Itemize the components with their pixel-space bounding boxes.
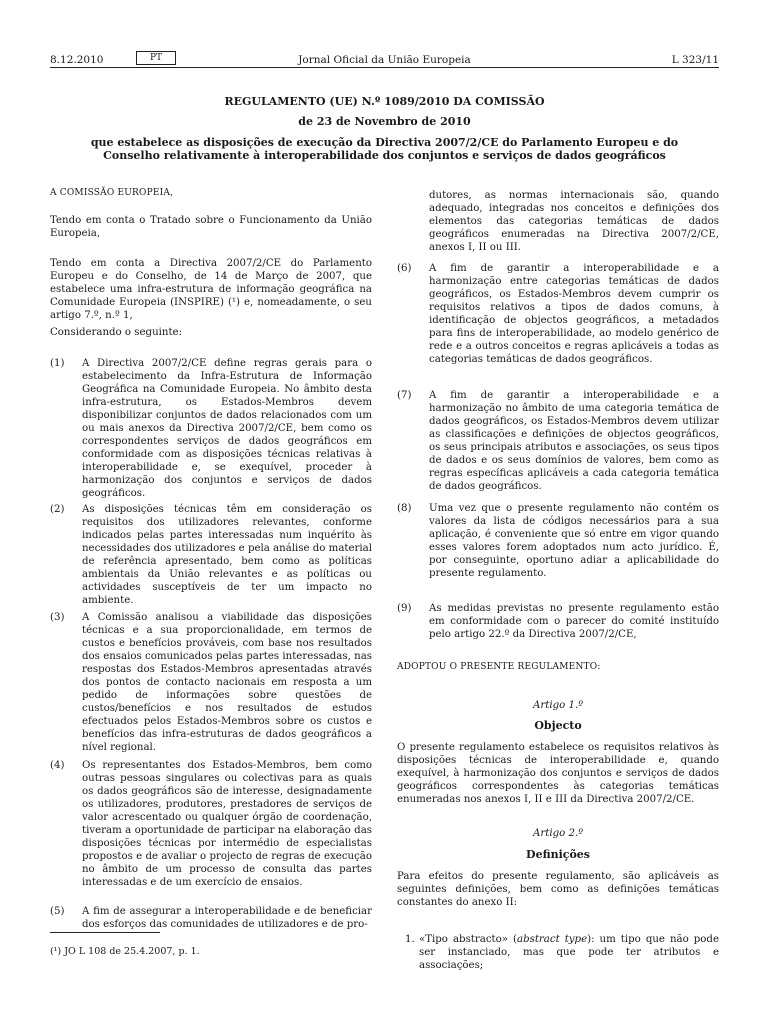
recital-7 — [397, 389, 719, 493]
recital-text: A Comissão analisou a viabilidade das disposições técnicas e a sua proporcionalidade, em termos de custos e benefícios prováveis, com base nos resultados dos ensaios comunicados pelas partes interessadas, nas respostas dos Estados-Membros apresentadas através dos pontos de contacto nacionais em resposta a um pedido de informações sobre questões de custos/benefícios e nos resultados de estudos efectuados pelos Estados-Membros sobre os custos e benefícios das infra-estruturas de dados geográficos a nível regional. — [82, 612, 372, 753]
recital-1 — [50, 357, 372, 500]
footnote-rule — [50, 932, 160, 933]
article-1-text: O presente regulamento estabelece os requisitos relativos às disposições técnicas de interoperabilidade e, quando exequível, à harmonização dos conjuntos e serviços de dados geográficos correspondentes às categorias temáticas enumeradas nos anexos I, II e III da Directiva 2007/2/CE. — [397, 742, 719, 805]
article-2-label: Artigo 2.º — [533, 828, 583, 839]
commission-heading: A COMISSÃO EUROPEIA, — [50, 188, 174, 198]
definition-body: ): um tipo que não pode ser instanciado, mas que pode ter atributos e associações; — [419, 934, 719, 971]
definition-text: «Tipo abstracto» (abstract type): um tipo que não pode ser instanciado, mas que pode ter atributos e associações; — [419, 934, 719, 971]
article-2-title: Definições — [526, 848, 590, 861]
recital-number: (9) — [397, 603, 412, 614]
definition-term: «Tipo abstracto» — [419, 934, 508, 945]
recital-5-continued: dutores, as normas internacionais são, quando adequado, integradas nos conceitos e definições dos elementos das categorias temáticas de dados geográficos enumeradas na Directiva 2007/2/CE, anexos I, II ou III. — [429, 190, 719, 253]
recital-text: A fim de garantir a interoperabilidade e a harmonização entre categorias temáticas de dados geográficos, os Estados-Membros devem cumprir os requisitos relativos a tipos de dados comuns, à identificação de objectos geográficos, a metadados para fins de interoperabilidade, ao modelo genérico de rede e a outros conceitos e regras aplicáveis a todas as categorias temáticas de dados geográficos. — [429, 263, 719, 365]
recital-number: (8) — [397, 503, 412, 514]
recital-6 — [397, 262, 719, 366]
regulation-subject-line2: Conselho relativamente à interoperabilidade dos conjuntos e serviços de dados geográficos — [103, 149, 666, 162]
recital-number: (5) — [50, 906, 65, 917]
article-1-title: Objecto — [534, 719, 582, 732]
citation-treaty: Tendo em conta o Tratado sobre o Funcionamento da União Europeia, — [50, 215, 372, 239]
definition-1 — [397, 933, 719, 972]
recital-8 — [397, 502, 719, 580]
adopted-heading: ADOPTOU O PRESENTE REGULAMENTO: — [397, 662, 601, 672]
recital-3 — [50, 611, 372, 754]
considering-heading: Considerando o seguinte: — [50, 327, 183, 338]
definition-number: 1. — [405, 934, 415, 945]
recital-number: (6) — [397, 263, 412, 274]
recital-text: A fim de assegurar a interoperabilidade e de beneficiar dos esforços das comunidades de utilizadores e de pro- — [82, 906, 372, 930]
recital-4 — [50, 759, 372, 889]
page-reference: L 323/11 — [671, 54, 719, 66]
article-2-text: Para efeitos do presente regulamento, são aplicáveis as seguintes definições, bem como as definições temáticas constantes do anexo II: — [397, 871, 719, 908]
article-1-label: Artigo 1.º — [533, 700, 583, 711]
recital-text: A Directiva 2007/2/CE define regras gerais para o estabelecimento da Infra-Estrutura de Informação Geográfica na Comunidade Europeia. No âmbito desta infra-estrutura, os Estados-Membros devem disponibilizar conjuntos de dados relacionados com um ou mais anexos da Directiva 2007/2/CE, bem como os correspondentes serviços de dados geográficos em conformidade com as disposições técnicas relativas à interoperabilidade e, se exequível, proceder à harmonização dos conjuntos e serviços de dados geográficos. — [82, 358, 372, 499]
definition-english-term: abstract type — [517, 934, 588, 945]
recital-number: (1) — [50, 358, 65, 369]
recital-2 — [50, 503, 372, 607]
regulation-subject-line1: que estabelece as disposições de execução da Directiva 2007/2/CE do Parlamento Europeu e do — [90, 136, 679, 149]
recital-text: As medidas previstas no presente regulamento estão em conformidade com o parecer do comité instituído pelo artigo 22.º da Directiva 2007/2/CE, — [429, 603, 719, 640]
citation-directive: Tendo em conta a Directiva 2007/2/CE do Parlamento Europeu e do Conselho, de 14 de Março de 2007, que estabelece uma infra-estrutura de informação geográfica na Comunidade Europeia (INSPIRE) (¹) e, nomeadamente, o seu artigo 7.º, n.º 1, — [50, 258, 372, 321]
recital-text: Os representantes dos Estados-Membros, bem como outras pessoas singulares ou colectivas para as quais os dados geográficos são de interesse, designadamente os utilizadores, produtores, prestadores de serviços de valor acrescentado ou qualquer órgão de coordenação, tiveram a oportunidade de participar na elaboração das disposições técnicas por intermédio de especialistas propostos e de avaliar o projecto de regras de execução no âmbito de um processo de consulta das partes interessadas e de um exercício de ensaios. — [82, 760, 372, 888]
language-code-box: PT — [136, 51, 176, 65]
recital-number: (4) — [50, 760, 65, 771]
recital-number: (2) — [50, 504, 65, 515]
recital-text: As disposições técnicas têm em consideração os requisitos dos utilizadores relevantes, conforme indicados pelas partes interessadas num inquérito às necessidades dos utilizadores e pela análise do material de referência apresentado, bem como as políticas ambientais da União relevantes e as políticas ou actividades susceptíveis de ter um impacto no ambiente. — [82, 504, 372, 606]
header-rule — [50, 67, 719, 68]
recital-5 — [50, 905, 372, 931]
recital-9 — [397, 602, 719, 641]
regulation-date: de 23 de Novembro de 2010 — [298, 115, 471, 128]
recital-text: A fim de garantir a interoperabilidade e a harmonização no âmbito de uma categoria temática de dados geográficos, os Estados-Membros devem utilizar as classificações e definições de objectos geográficos, os seus principais atributos e associações, os seus tipos de dados e os seus domínios de valores, bem como as regras específicas aplicáveis a cada categoria temática de dados geográficos. — [429, 390, 719, 492]
recital-text: Uma vez que o presente regulamento não contém os valores da lista de códigos necessários para a sua aplicação, é conveniente que só entre em vigor quando esses valores forem adoptados num acto jurídico. É, por conseguinte, oportuno adiar a aplicabilidade do presente regulamento. — [429, 503, 719, 579]
publication-date: 8.12.2010 — [50, 54, 104, 66]
recital-number: (7) — [397, 390, 412, 401]
footnote: (¹) JO L 108 de 25.4.2007, p. 1. — [50, 946, 200, 957]
regulation-title: REGULAMENTO (UE) N.º 1089/2010 DA COMISSÃO — [224, 95, 545, 108]
journal-name: Jornal Oficial da União Europeia — [298, 54, 471, 66]
recital-number: (3) — [50, 612, 65, 623]
